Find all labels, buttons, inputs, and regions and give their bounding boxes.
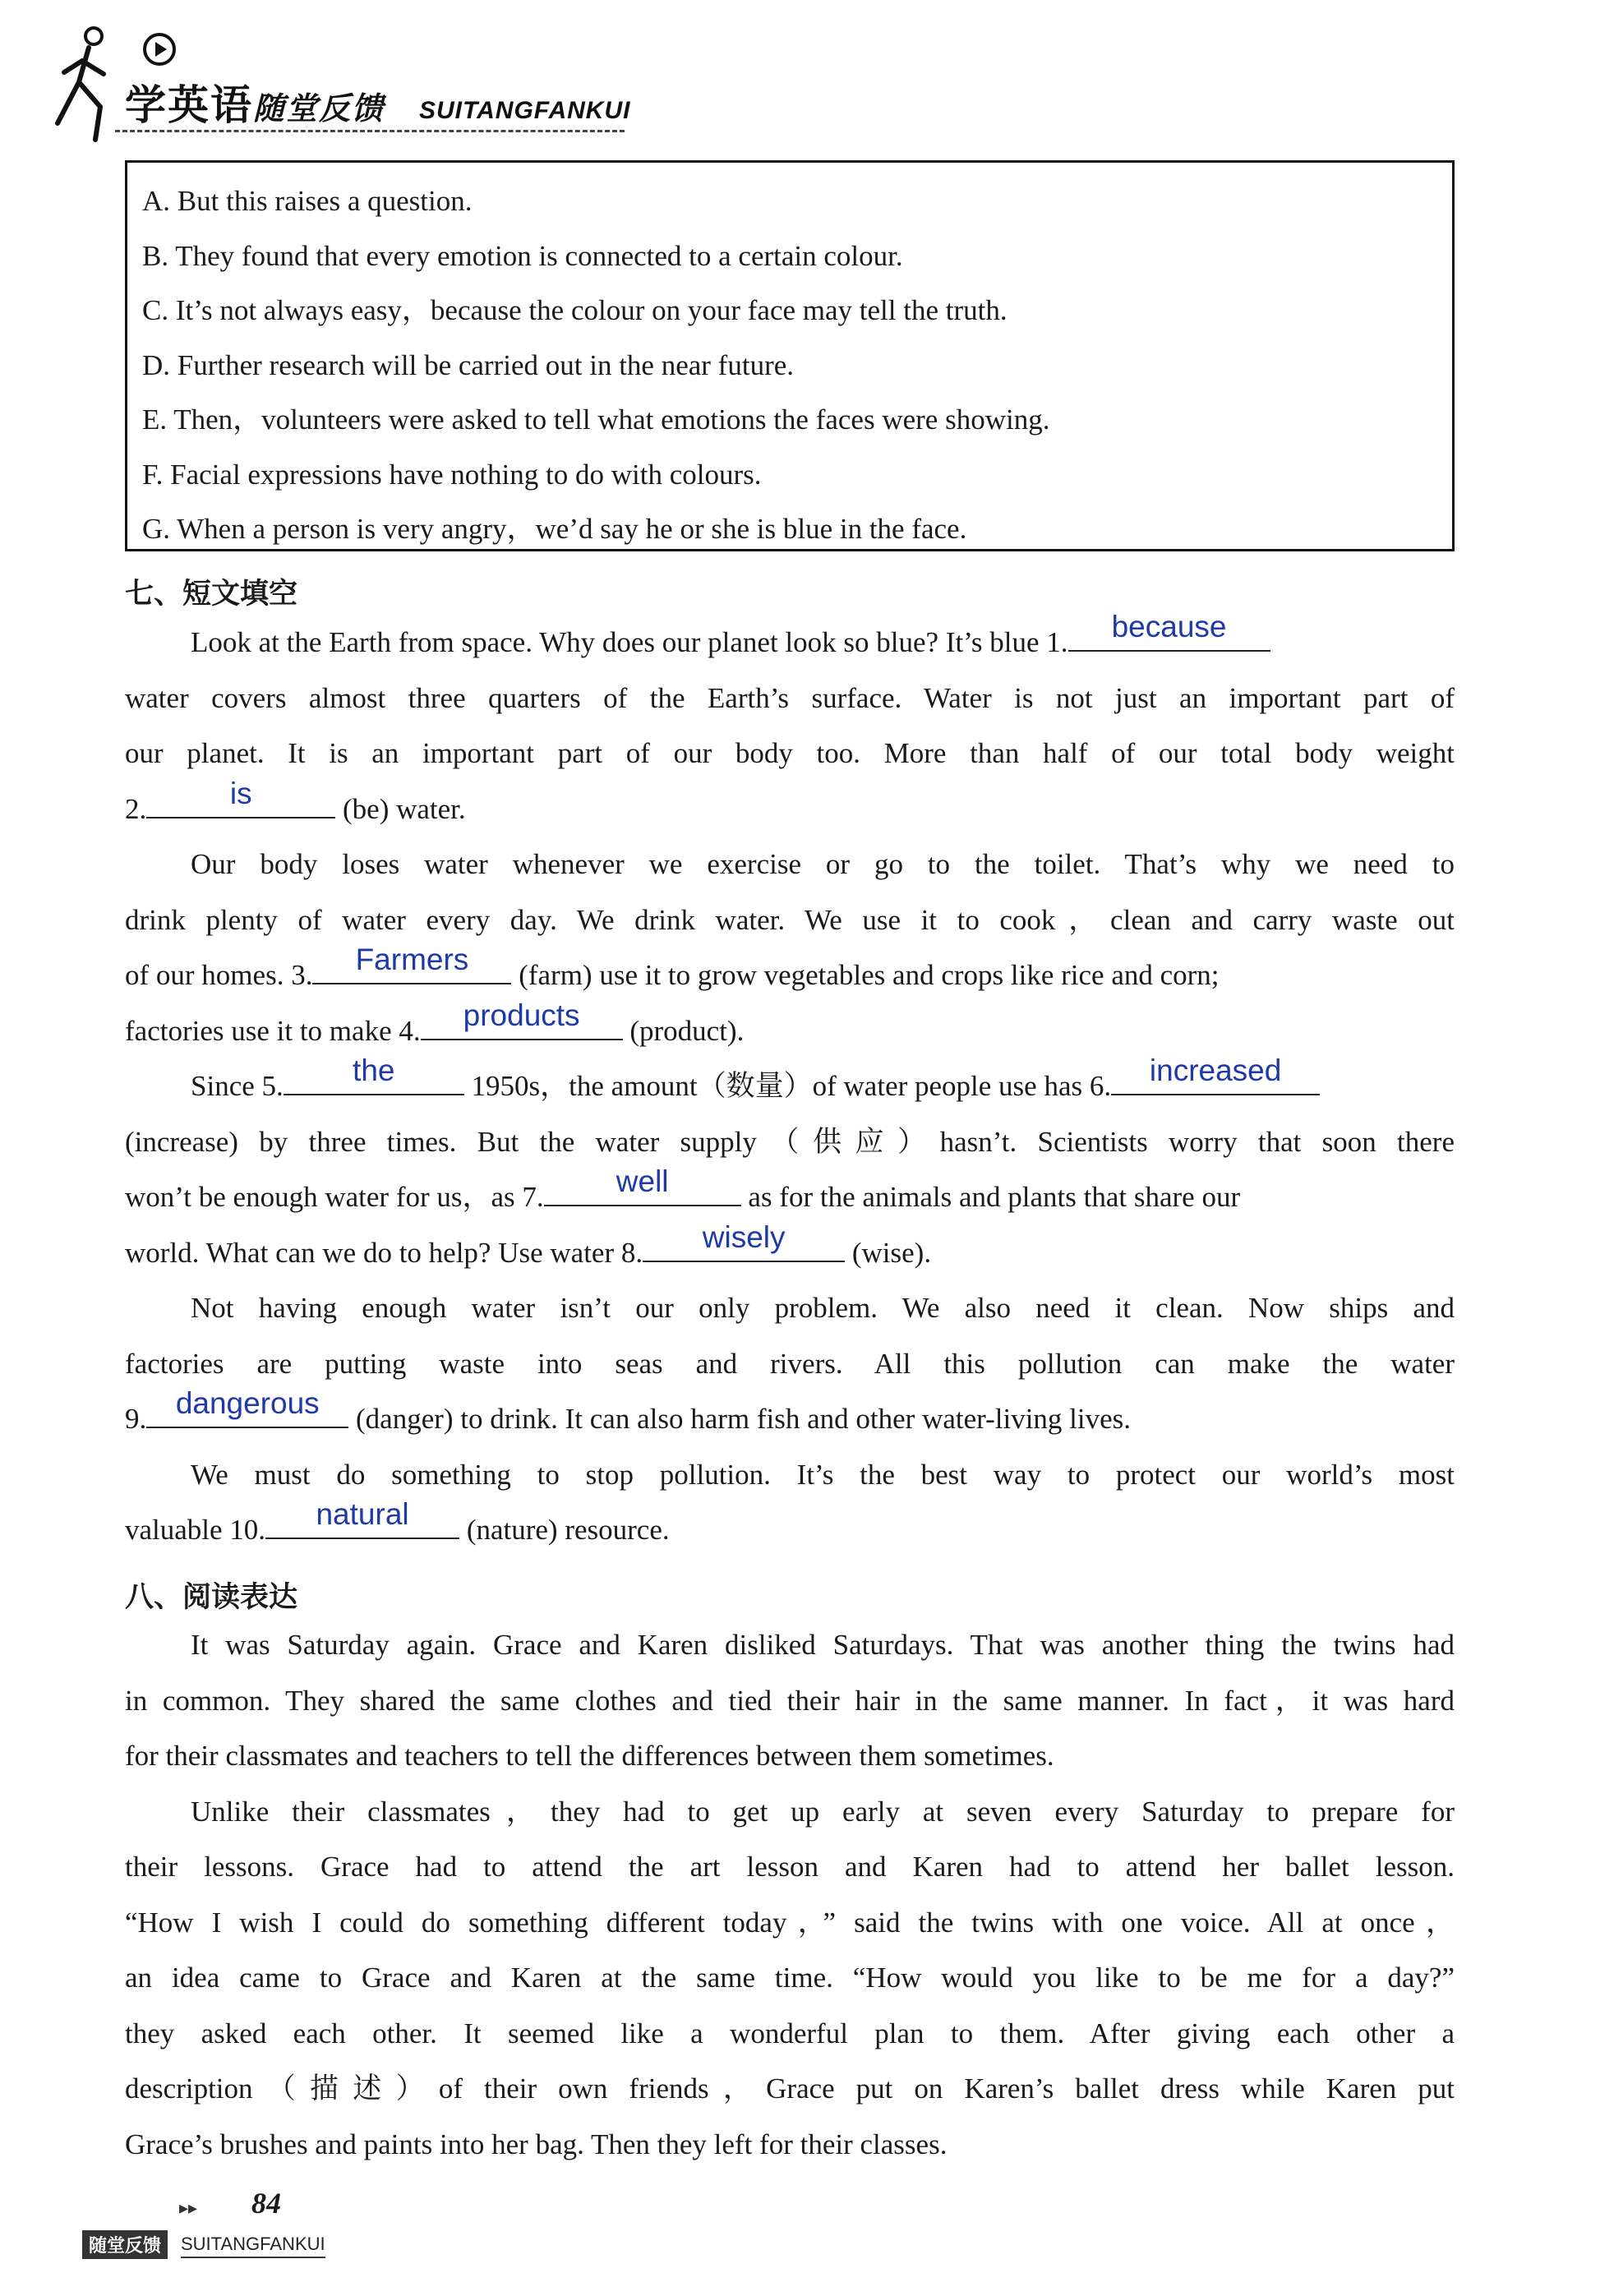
page-number: 84: [251, 2187, 281, 2220]
text-span: valuable 10.: [125, 1514, 266, 1546]
text-span: won’t be enough water for us，as 7.: [125, 1181, 544, 1213]
text-line: [125, 776, 1455, 837]
text-line: in common. They shared the same clothes and tied their hair in the same manner. In fact，it was hard: [125, 1684, 1455, 1717]
header-title: 学英语随堂反馈: [125, 81, 385, 129]
option-b: B. They found that every emotion is connected to a certain colour.: [142, 239, 903, 272]
text-line: an idea came to Grace and Karen at the same time. “How would you like to be me for a day?”: [125, 1962, 1455, 1994]
text-span: factories use it to make 4.: [125, 1014, 421, 1047]
header-subtitle: SUITANGFANKUI: [419, 97, 631, 124]
text-line: [125, 1219, 1455, 1281]
text-span: of our homes. 3.: [125, 959, 313, 991]
answer-blank-5[interactable]: [284, 1053, 464, 1095]
text-line: drink plenty of water every day. We drink water. We use it to cook，clean and carry waste out: [125, 903, 1455, 936]
section-7-title: 七、短文填空: [125, 578, 298, 611]
section-8-passage: [125, 1617, 1455, 2172]
answer-8: wisely: [702, 1219, 786, 1254]
arrow-icon: ▸▸: [179, 2197, 198, 2218]
text-line: [125, 943, 1455, 1003]
text-line: water covers almost three quarters of the Earth’s surface. Water is not just an important part of: [125, 681, 1455, 714]
text-line: factories are putting waste into seas and rivers. All this pollution can make the water: [125, 1347, 1455, 1380]
text-span: 1950s，the amount（数量）of water people use has 6.: [471, 1070, 1112, 1102]
section-8-title: 八、阅读表达: [125, 1581, 298, 1614]
header-divider: [115, 130, 625, 132]
answer-blank-2[interactable]: [146, 776, 335, 818]
text-line: (increase) by three times. But the water supply（供应）hasn’t. Scientists worry that soon there: [125, 1125, 1455, 1158]
answer-blank-3[interactable]: [312, 943, 511, 984]
answer-1: because: [1111, 610, 1227, 643]
text-line: description（描述）of their own friends，Grace put on Karen’s ballet dress while Karen put: [125, 2072, 1455, 2105]
text-span: (danger) to drink. It can also harm fish and other water-living lives.: [356, 1403, 1132, 1435]
option-c: C. It’s not always easy，because the colour on your face may tell the truth.: [142, 294, 1007, 326]
text-line: Grace’s brushes and paints into her bag. Then they left for their classes.: [125, 2128, 948, 2160]
text-span: (wise).: [851, 1236, 932, 1269]
text-line: [125, 610, 1455, 671]
text-span: (be) water.: [343, 792, 466, 825]
answer-5: the: [353, 1053, 395, 1087]
answer-blank-8[interactable]: [643, 1219, 845, 1262]
text-line: their lessons. Grace had to attend the art lesson and Karen had to attend her ballet lesson.: [125, 1851, 1455, 1883]
answer-4: products: [463, 998, 580, 1032]
text-span: (product).: [629, 1014, 745, 1047]
text-span: Look at the Earth from space. Why does our planet look so blue? It’s blue 1.: [191, 626, 1068, 658]
text-span: world. What can we do to help? Use water 8.: [125, 1236, 643, 1269]
answer-6: increased: [1149, 1053, 1282, 1087]
section-7-passage: [125, 610, 1455, 1558]
text-line: We must do something to stop pollution. It’s the best way to protect our world’s most: [191, 1458, 1455, 1491]
play-icon: [141, 31, 178, 67]
text-line: our planet. It is an important part of our body too. More than half of our total body weight: [125, 737, 1455, 769]
option-g: G. When a person is very angry，we’d say he or she is blue in the face.: [142, 513, 967, 545]
answer-blank-6[interactable]: [1111, 1053, 1320, 1095]
answer-blank-10[interactable]: [265, 1497, 459, 1539]
answer-2: is: [229, 776, 252, 810]
text-line: they asked each other. It seemed like a wonderful plan to them. After giving each other a: [125, 2017, 1455, 2049]
answer-9: dangerous: [175, 1386, 320, 1420]
text-line: “How I wish I could do something different today，” said the twins with one voice. All at once，: [125, 1906, 1455, 1939]
option-a: A. But this raises a question.: [142, 185, 473, 217]
text-line: for their classmates and teachers to tell the differences between them sometimes.: [125, 1740, 1054, 1772]
text-span: 9.: [125, 1403, 147, 1435]
answer-3: Farmers: [355, 943, 469, 976]
text-span: Since 5.: [191, 1070, 284, 1102]
option-d: D. Further research will be carried out in the near future.: [142, 348, 795, 381]
text-line: It was Saturday again. Grace and Karen disliked Saturdays. That was another thing the twins had: [191, 1629, 1455, 1661]
text-line: Unlike their classmates，they had to get up early at seven every Saturday to prepare for: [191, 1795, 1455, 1828]
options-box: [125, 160, 1455, 551]
answer-blank-1[interactable]: [1068, 610, 1270, 652]
text-span: (nature) resource.: [466, 1514, 670, 1546]
answer-blank-4[interactable]: [421, 998, 623, 1040]
text-line: Not having enough water isn’t our only problem. We also need it clean. Now ships and: [191, 1292, 1455, 1324]
text-line: Our body loses water whenever we exercise or go to the toilet. That’s why we need to: [191, 848, 1455, 880]
page-header: [49, 25, 1512, 148]
text-span: 2.: [125, 792, 147, 825]
answer-10: natural: [316, 1497, 409, 1531]
answer-blank-9[interactable]: [146, 1386, 348, 1428]
text-span: as for the animals and plants that share our: [748, 1181, 1241, 1213]
option-e: E. Then，volunteers were asked to tell what emotions the faces were showing.: [142, 403, 1050, 436]
text-span: (farm) use it to grow vegetables and crops like rice and corn;: [519, 959, 1220, 991]
text-line: [125, 1053, 1455, 1114]
text-line: [125, 1497, 1455, 1558]
answer-blank-7[interactable]: [544, 1164, 741, 1206]
answer-7: well: [616, 1164, 669, 1198]
option-f: F. Facial expressions have nothing to do with colours.: [142, 458, 762, 491]
footer-subtitle: SUITANGFANKUI: [181, 2234, 325, 2258]
text-line: [125, 1386, 1455, 1447]
page-footer: [82, 2186, 411, 2268]
footer-badge: 随堂反馈: [82, 2230, 168, 2259]
